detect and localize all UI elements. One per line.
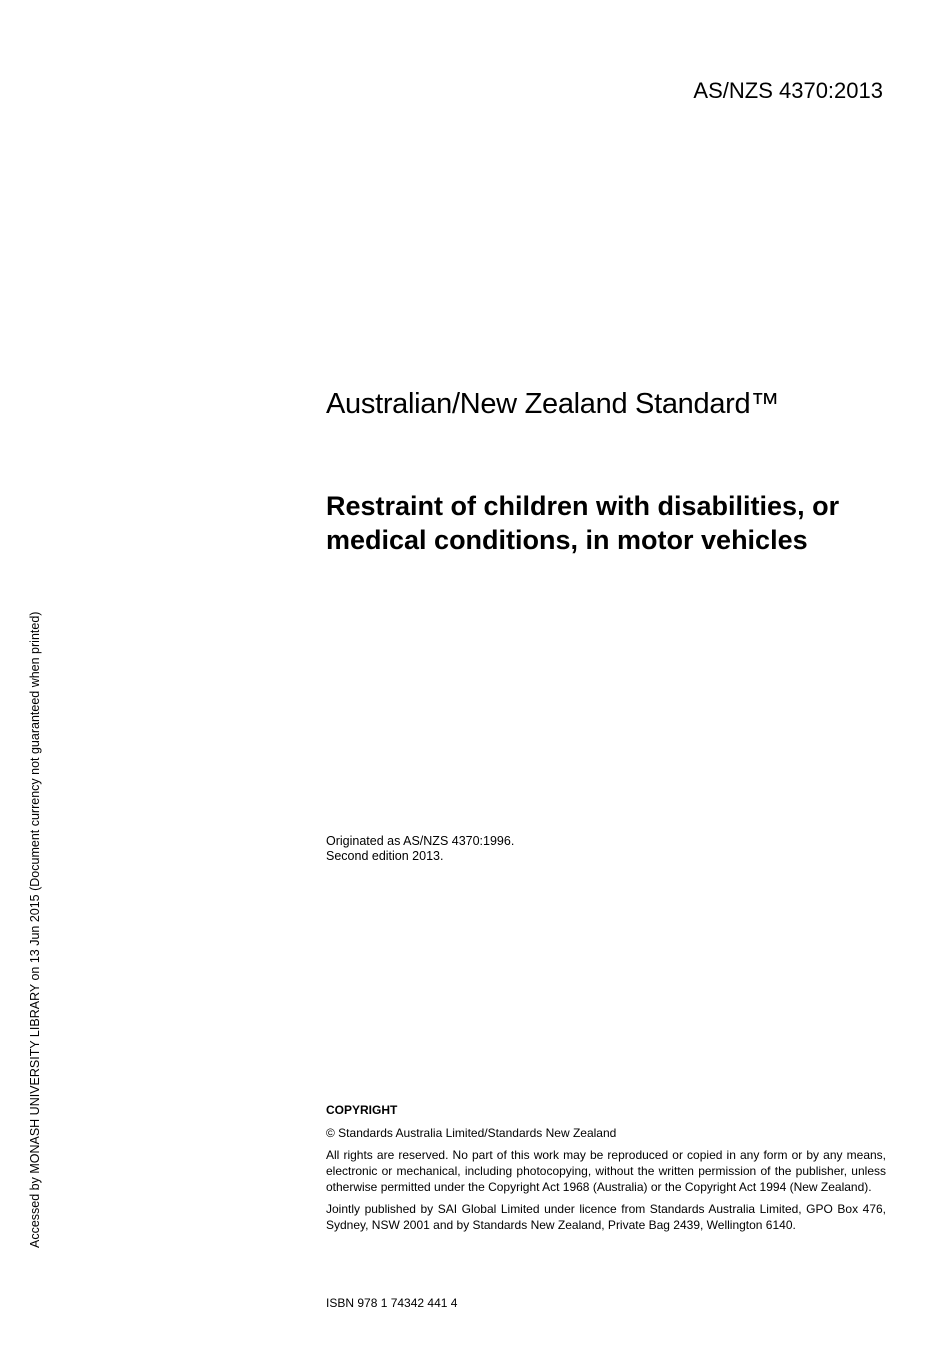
copyright-owner: © Standards Australia Limited/Standards New Zealand (326, 1126, 617, 1140)
standard-number: AS/NZS 4370:2013 (693, 78, 883, 103)
isbn: ISBN 978 1 74342 441 4 (326, 1296, 458, 1310)
document-title: Restraint of children with disabilities, or medical conditions, in motor vehicles (326, 491, 840, 555)
access-watermark-note: Accessed by MONASH UNIVERSITY LIBRARY on 13 Jun 2015 (Document currency not guaranteed when printed) (28, 611, 42, 1248)
rights-statement: All rights are reserved. No part of this work may be reproduced or copied in any form or by any means, electronic or mechanical, including photocopying, without the written permission of the publisher, unless otherwise permitted under the Copyright Act 1968 (Australia) or the Copyright Act 1994 (New Zealand). (326, 1148, 886, 1194)
origin-notes (326, 834, 514, 863)
copyright-heading: COPYRIGHT (326, 1103, 398, 1117)
copyright-block (326, 1102, 886, 1239)
origin-line: Originated as AS/NZS 4370:1996. (326, 834, 515, 848)
publisher-statement: Jointly published by SAI Global Limited under licence from Standards Australia Limited, GPO Box 476, Sydney, NSW 2001 and by Standards New Zealand, Private Bag 2439, Wellington 6140. (326, 1202, 886, 1232)
edition-line: Second edition 2013. (326, 848, 444, 863)
standard-type-heading: Australian/New Zealand Standard™ (326, 388, 780, 420)
